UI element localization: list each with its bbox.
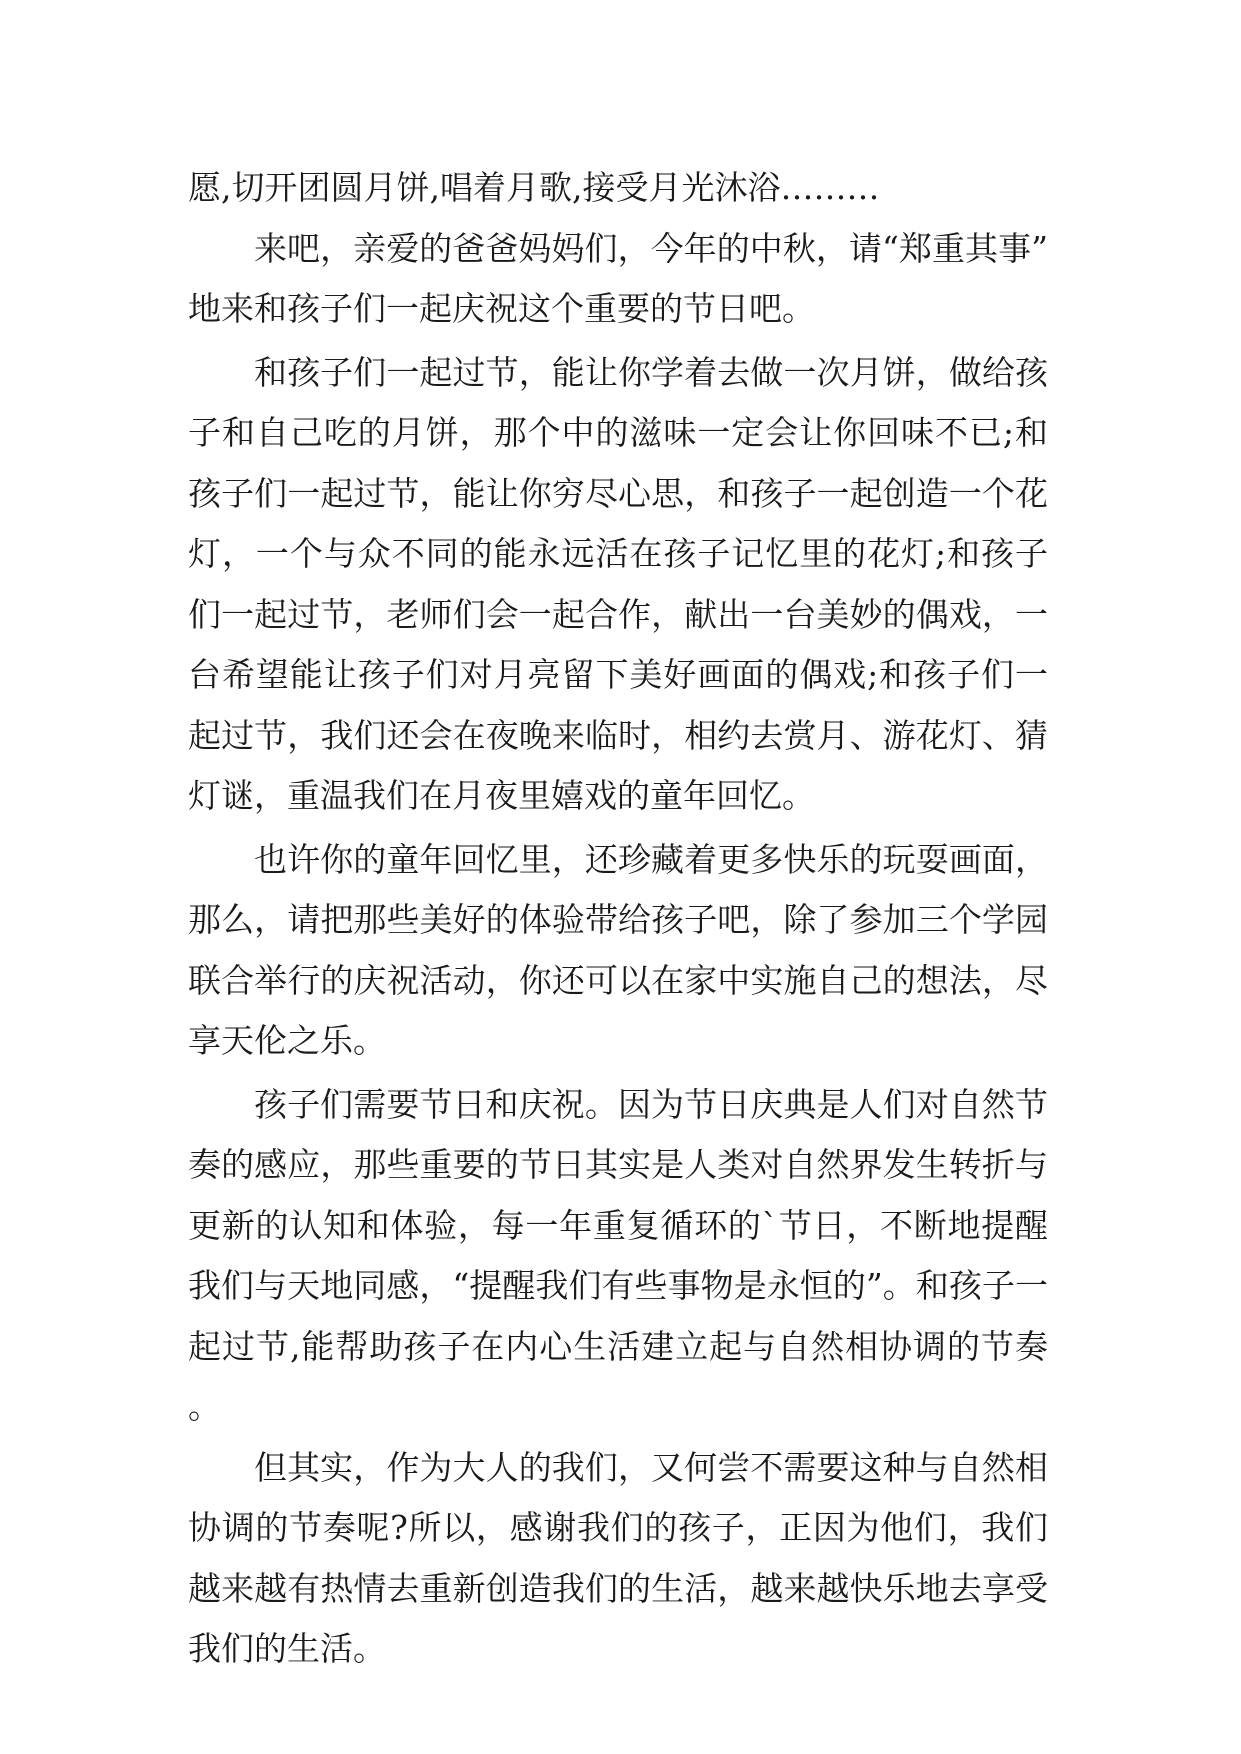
paragraph-invitation: 来吧，亲爱的爸爸妈妈们，今年的中秋，请“郑重其事”地来和孩子们一起庆祝这个重要的节日吧。 bbox=[188, 228, 1048, 328]
paragraph-conclusion: 但其实，作为大人的我们，又何尝不需要这种与自然相协调的节奏呢?所以，感谢我们的孩子，正因为他们，我们越来越有热情去重新创造我们的生活，越来越快乐地去享受我们的生活。 bbox=[188, 1447, 1048, 1668]
paragraph-childhood-memories: 也许你的童年回忆里，还珍藏着更多快乐的玩耍画面，那么，请把那些美好的体验带给孩子吧，除了参加三个学园联合举行的庆祝活动，你还可以在家中实施自己的想法，尽享天伦之乐。 bbox=[188, 839, 1048, 1060]
paragraph-children-need-festivals: 孩子们需要节日和庆祝。因为节日庆典是人们对自然节奏的感应，那些重要的节日其实是人类对自然界发生转折与更新的认知和体验，每一年重复循环的`节日，不断地提醒我们与天地同感，“提醒我们有些事物是永恒的”。和孩子一起过节,能帮助孩子在内心生活建立起与自然相协调的节奏。 bbox=[188, 1084, 1048, 1426]
paragraph-continued: 愿,切开团圆月饼,唱着月歌,接受月光沐浴……… bbox=[188, 168, 880, 207]
paragraph-celebrate-together: 和孩子们一起过节，能让你学着去做一次月饼，做给孩子和自己吃的月饼，那个中的滋味一定会让你回味不已;和孩子们一起过节，能让你穷尽心思，和孩子一起创造一个花灯，一个与众不同的能永远活在孩子记忆里的花灯;和孩子们一起过节，老师们会一起合作，献出一台美妙的偶戏，一台希望能让孩子们对月亮留下美好画面的偶戏;和孩子们一起过节，我们还会在夜晚来临时，相约去赏月、游花灯、猜灯谜，重温我们在月夜里嬉戏的童年回忆。 bbox=[188, 352, 1048, 815]
document-body bbox=[188, 158, 1048, 1680]
